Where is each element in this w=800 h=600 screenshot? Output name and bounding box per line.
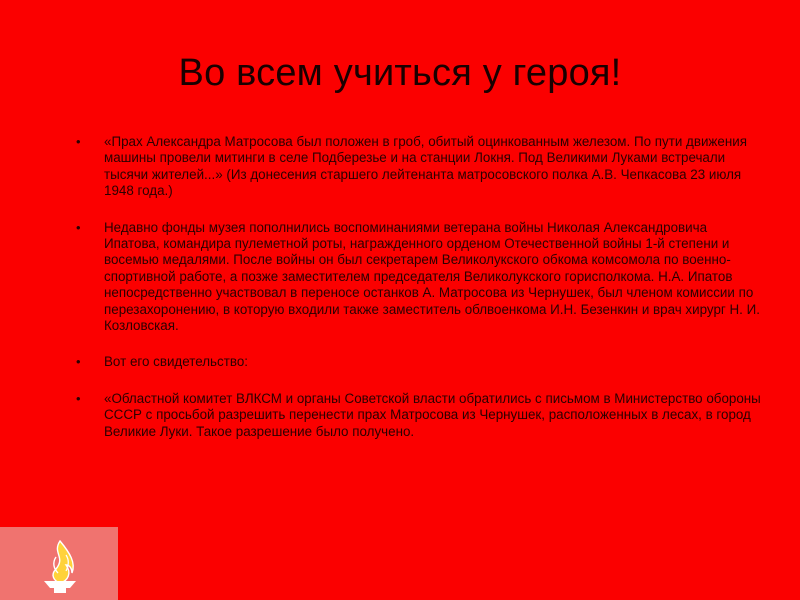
bullet-item: • «Прах Александра Матросова был положен в гроб, обитый оцинкованным железом. По пути движения машины провели митинги в селе Подберезье и на станции Локня. Под Великими Луками встречали тысячи жителей...» (Из донесения старшего лейтенанта матросовского полка А.В. Чепкасова 23 июля 1948 года.) bbox=[76, 134, 766, 200]
bullet-item: • Вот его свидетельство: bbox=[76, 354, 766, 370]
eternal-flame-icon bbox=[32, 535, 88, 595]
eternal-flame-emblem bbox=[0, 527, 118, 600]
slide-title: Во всем учиться у героя! bbox=[178, 52, 622, 94]
bullet-item: • Недавно фонды музея пополнились воспоминаниями ветерана войны Николая Александровича Ипатова, командира пулеметной роты, награжденного орденом Отечественной войны 1-й степени и восемью медалями. После войны он был секретарем Великолукского обкома комсомола по военно-спортивной работе, а позже заместителем председателя Великолукского горисполкома. Н.А. Ипатов непосредственно участвовал в переносе останков А. Матросова из Чернушек, был членом комиссии по перезахоронению, в которую входили также заместитель облвоенкома И.Н. Безенкин и врач хирург Н. И. Козловская. bbox=[76, 220, 766, 335]
bullet-list bbox=[76, 134, 766, 460]
bullet-item: • «Областной комитет ВЛКСМ и органы Советской власти обратились с письмом в Министерство обороны СССР с просьбой разрешить перенести прах Матросова из Чернушек, расположенных в лесах, в город Великие Луки. Такое разрешение было получено. bbox=[76, 391, 766, 440]
